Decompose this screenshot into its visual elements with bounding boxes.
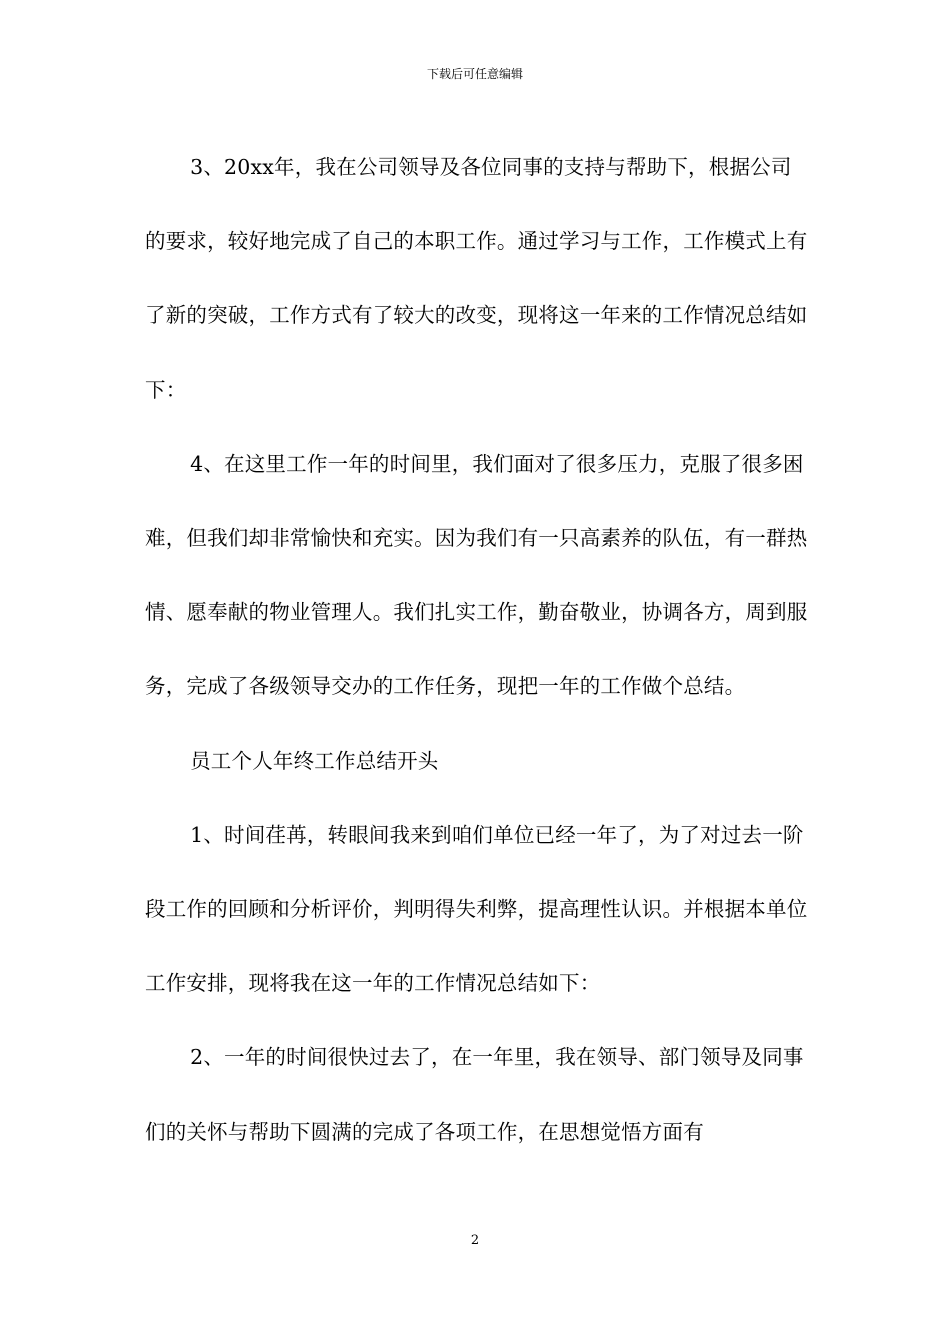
paragraph-3: 3、20xx年，我在公司领导及各位同事的支持与帮助下，根据公司的要求，较好地完成了自己的本职工作。通过学习与工作，工作模式上有了新的突破，工作方式有了较大的改变，现将这一年来的工作情况总结如下：	[145, 155, 808, 402]
document-body	[145, 130, 810, 1169]
page-number: 2	[470, 1233, 480, 1248]
paragraph-1: 1、时间荏苒，转眼间我来到咱们单位已经一年了，为了对过去一阶段工作的回顾和分析评价，判明得失利弊，提高理性认识。并根据本单位工作安排，现将我在这一年的工作情况总结如下：	[145, 822, 808, 996]
section-heading: 员工个人年终工作总结开头	[190, 748, 439, 773]
paragraph-4: 4、在这里工作一年的时间里，我们面对了很多压力，克服了很多困难，但我们却非常愉快和充实。因为我们有一只高素养的队伍，有一群热情、愿奉献的物业管理人。我们扎实工作，勤奋敬业，协调各方，周到服务，完成了各级领导交办的工作任务，现把一年的工作做个总结。	[145, 451, 808, 699]
page-header-note: 下载后可任意编辑	[426, 67, 523, 81]
paragraph-2: 2、一年的时间很快过去了，在一年里，我在领导、部门领导及同事们的关怀与帮助下圆满的完成了各项工作，在思想觉悟方面有	[145, 1045, 804, 1144]
